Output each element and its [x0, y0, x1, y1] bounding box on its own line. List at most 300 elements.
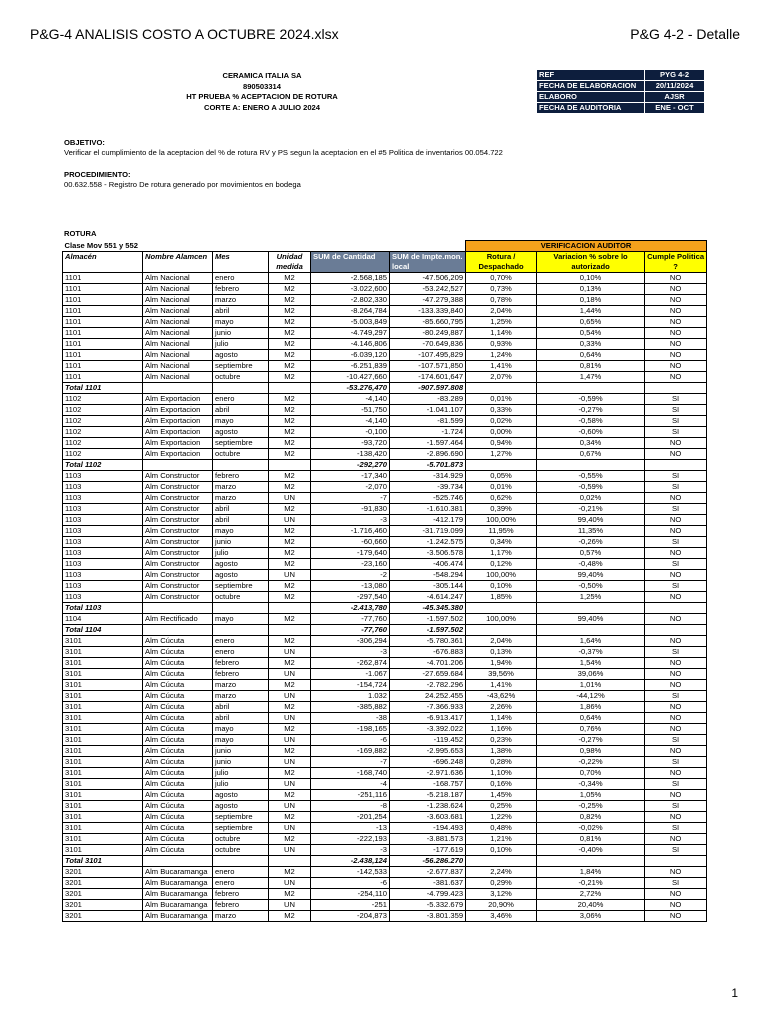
- rotura-cell: 0,12%: [466, 559, 537, 570]
- nombre-cell: Alm Cúcuta: [143, 691, 213, 702]
- cantidad-cell: -198,165: [311, 724, 390, 735]
- nombre-cell: Alm Bucaramanga: [143, 900, 213, 911]
- cumple-cell: SI: [645, 757, 707, 768]
- table-row: [63, 735, 707, 746]
- variacion-cell: -0,37%: [537, 647, 645, 658]
- cumple-cell: SI: [645, 735, 707, 746]
- cantidad-cell: -142,533: [311, 867, 390, 878]
- nombre-cell: Alm Cúcuta: [143, 669, 213, 680]
- cantidad-cell: -297,540: [311, 592, 390, 603]
- cumple-cell: NO: [645, 570, 707, 581]
- importe-cell: -406.474: [390, 559, 466, 570]
- cumple-cell: NO: [645, 548, 707, 559]
- cantidad-cell: -201,254: [311, 812, 390, 823]
- almacen-cell: 1101: [63, 295, 143, 306]
- nombre-cell: Alm Nacional: [143, 328, 213, 339]
- mes-cell: marzo: [213, 680, 269, 691]
- rotura-cell: 2,04%: [466, 306, 537, 317]
- table-row: [63, 339, 707, 350]
- nombre-cell: Alm Cúcuta: [143, 757, 213, 768]
- unidad-cell: M2: [269, 416, 311, 427]
- cumple-cell: NO: [645, 702, 707, 713]
- unidad-cell: UN: [269, 878, 311, 889]
- rotura-cell: 0,93%: [466, 339, 537, 350]
- company-name: CERAMICA ITALIA SA: [222, 71, 302, 80]
- cantidad-cell: -93,720: [311, 438, 390, 449]
- cumple-cell: SI: [645, 405, 707, 416]
- nombre-cell: Alm Exportacion: [143, 449, 213, 460]
- total-row: [63, 460, 707, 471]
- almacen-cell: 3201: [63, 911, 143, 922]
- importe-cell: -2.782.296: [390, 680, 466, 691]
- variacion-cell: 0,64%: [537, 350, 645, 361]
- almacen-cell: 1101: [63, 350, 143, 361]
- variacion-cell: 0,98%: [537, 746, 645, 757]
- importe-cell: -3.392.022: [390, 724, 466, 735]
- cantidad-cell: -2.802,330: [311, 295, 390, 306]
- importe-cell: -85.660,795: [390, 317, 466, 328]
- rotura-cell: 0,05%: [466, 471, 537, 482]
- nombre-cell: Alm Exportacion: [143, 405, 213, 416]
- table-row: [63, 493, 707, 504]
- nombre-cell: Alm Cúcuta: [143, 735, 213, 746]
- mes-cell: [213, 603, 269, 614]
- cumple-cell: SI: [645, 471, 707, 482]
- cantidad-cell: -2.438,124: [311, 856, 390, 867]
- mes-cell: septiembre: [213, 361, 269, 372]
- col-mes: Mes: [213, 252, 269, 273]
- table-row: [63, 801, 707, 812]
- cantidad-cell: -53.276,470: [311, 383, 390, 394]
- rotura-cell: 0,23%: [466, 735, 537, 746]
- almacen-cell: 1103: [63, 548, 143, 559]
- almacen-cell: 3101: [63, 790, 143, 801]
- unidad-cell: UN: [269, 823, 311, 834]
- nombre-cell: Alm Nacional: [143, 306, 213, 317]
- cantidad-cell: -2,070: [311, 482, 390, 493]
- cantidad-cell: -8.264,784: [311, 306, 390, 317]
- nombre-cell: Alm Nacional: [143, 350, 213, 361]
- unidad-cell: M2: [269, 592, 311, 603]
- table-row: [63, 911, 707, 922]
- rotura-table: [62, 240, 707, 922]
- unidad-cell: M2: [269, 790, 311, 801]
- cantidad-cell: -3: [311, 845, 390, 856]
- table-row: [63, 537, 707, 548]
- almacen-cell: 3101: [63, 724, 143, 735]
- importe-cell: -81.599: [390, 416, 466, 427]
- importe-cell: -80.249,887: [390, 328, 466, 339]
- cantidad-cell: -154,724: [311, 680, 390, 691]
- mes-cell: agosto: [213, 570, 269, 581]
- almacen-cell: 3201: [63, 900, 143, 911]
- unidad-cell: [269, 856, 311, 867]
- almacen-cell: 1102: [63, 449, 143, 460]
- rotura-cell: 20,90%: [466, 900, 537, 911]
- almacen-cell: Total 1102: [63, 460, 143, 471]
- cumple-cell: NO: [645, 889, 707, 900]
- cumple-cell: NO: [645, 614, 707, 625]
- mes-cell: mayo: [213, 724, 269, 735]
- variacion-cell: -0,58%: [537, 416, 645, 427]
- unidad-cell: M2: [269, 504, 311, 515]
- variacion-cell: 0,70%: [537, 768, 645, 779]
- company-block: [150, 71, 374, 113]
- mes-cell: enero: [213, 636, 269, 647]
- unidad-cell: UN: [269, 570, 311, 581]
- almacen-cell: Total 1101: [63, 383, 143, 394]
- variacion-cell: 0,34%: [537, 438, 645, 449]
- almacen-cell: 1103: [63, 581, 143, 592]
- verification-header: VERIFICACION AUDITOR: [466, 241, 707, 252]
- unidad-cell: M2: [269, 680, 311, 691]
- almacen-cell: 1101: [63, 306, 143, 317]
- mes-cell: enero: [213, 878, 269, 889]
- almacen-cell: 3101: [63, 713, 143, 724]
- mes-cell: agosto: [213, 790, 269, 801]
- table-row: [63, 812, 707, 823]
- table-row: [63, 471, 707, 482]
- cumple-cell: [645, 603, 707, 614]
- mes-cell: mayo: [213, 416, 269, 427]
- cumple-cell: NO: [645, 339, 707, 350]
- ref-label: FECHA DE ELABORACION: [537, 81, 645, 92]
- mes-cell: febrero: [213, 471, 269, 482]
- variacion-cell: [537, 856, 645, 867]
- almacen-cell: 1101: [63, 328, 143, 339]
- rotura-cell: 0,02%: [466, 416, 537, 427]
- nombre-cell: Alm Nacional: [143, 361, 213, 372]
- importe-cell: -3.881.573: [390, 834, 466, 845]
- cantidad-cell: -77,760: [311, 614, 390, 625]
- unidad-cell: M2: [269, 526, 311, 537]
- variacion-cell: -0,48%: [537, 559, 645, 570]
- mes-cell: marzo: [213, 691, 269, 702]
- variacion-cell: 0,81%: [537, 834, 645, 845]
- importe-cell: -177.619: [390, 845, 466, 856]
- variacion-cell: -0,21%: [537, 878, 645, 889]
- cantidad-cell: -3.022,600: [311, 284, 390, 295]
- unidad-cell: M2: [269, 295, 311, 306]
- rotura-cell: 1,27%: [466, 449, 537, 460]
- file-name: P&G-4 ANALISIS COSTO A OCTUBRE 2024.xlsx: [30, 26, 339, 42]
- rotura-cell: 1,85%: [466, 592, 537, 603]
- nombre-cell: Alm Constructor: [143, 526, 213, 537]
- nombre-cell: Alm Nacional: [143, 339, 213, 350]
- rotura-cell: 1,25%: [466, 317, 537, 328]
- nombre-cell: Alm Cúcuta: [143, 713, 213, 724]
- rotura-cell: 0,94%: [466, 438, 537, 449]
- almacen-cell: 1103: [63, 493, 143, 504]
- unidad-cell: M2: [269, 317, 311, 328]
- cumple-cell: SI: [645, 504, 707, 515]
- mes-cell: [213, 460, 269, 471]
- table-row: [63, 746, 707, 757]
- unidad-cell: M2: [269, 889, 311, 900]
- almacen-cell: 1101: [63, 339, 143, 350]
- unidad-cell: M2: [269, 768, 311, 779]
- importe-cell: -56.286.270: [390, 856, 466, 867]
- nombre-cell: [143, 856, 213, 867]
- importe-cell: -5.780.361: [390, 636, 466, 647]
- unidad-cell: UN: [269, 493, 311, 504]
- nombre-cell: Alm Nacional: [143, 317, 213, 328]
- cumple-cell: NO: [645, 900, 707, 911]
- rotura-cell: 1,38%: [466, 746, 537, 757]
- rotura-cell: 0,00%: [466, 427, 537, 438]
- cumple-cell: [645, 460, 707, 471]
- variacion-cell: -0,59%: [537, 394, 645, 405]
- mes-cell: enero: [213, 394, 269, 405]
- almacen-cell: 3101: [63, 801, 143, 812]
- cumple-cell: NO: [645, 526, 707, 537]
- nombre-cell: [143, 460, 213, 471]
- nombre-cell: Alm Cúcuta: [143, 790, 213, 801]
- unidad-cell: M2: [269, 284, 311, 295]
- cantidad-cell: -1.067: [311, 669, 390, 680]
- ref-value: 20/11/2024: [645, 81, 705, 92]
- nombre-cell: Alm Constructor: [143, 504, 213, 515]
- total-row: [63, 603, 707, 614]
- table-row: [63, 394, 707, 405]
- nombre-cell: Alm Cúcuta: [143, 845, 213, 856]
- importe-cell: -4.799.423: [390, 889, 466, 900]
- rotura-cell: 0,13%: [466, 647, 537, 658]
- importe-cell: -31.719.099: [390, 526, 466, 537]
- col-variacion: Variacion % sobre lo autorizado: [537, 252, 645, 273]
- nombre-cell: Alm Cúcuta: [143, 702, 213, 713]
- objective-title: OBJETIVO:: [64, 138, 105, 147]
- importe-cell: -168.757: [390, 779, 466, 790]
- cumple-cell: NO: [645, 768, 707, 779]
- almacen-cell: 1101: [63, 361, 143, 372]
- mes-cell: agosto: [213, 427, 269, 438]
- unidad-cell: M2: [269, 306, 311, 317]
- total-row: [63, 856, 707, 867]
- cumple-cell: NO: [645, 449, 707, 460]
- cumple-cell: NO: [645, 350, 707, 361]
- cantidad-cell: -168,740: [311, 768, 390, 779]
- unidad-cell: M2: [269, 636, 311, 647]
- mes-cell: abril: [213, 713, 269, 724]
- variacion-cell: -0,40%: [537, 845, 645, 856]
- variacion-cell: 2,72%: [537, 889, 645, 900]
- nombre-cell: Alm Cúcuta: [143, 724, 213, 735]
- mes-cell: julio: [213, 779, 269, 790]
- variacion-cell: 0,13%: [537, 284, 645, 295]
- table-row: [63, 669, 707, 680]
- importe-cell: -3.603.681: [390, 812, 466, 823]
- importe-cell: -1.597.502: [390, 625, 466, 636]
- importe-cell: -676.883: [390, 647, 466, 658]
- unidad-cell: M2: [269, 702, 311, 713]
- table-row: [63, 350, 707, 361]
- table-row: [63, 328, 707, 339]
- importe-cell: -2.677.837: [390, 867, 466, 878]
- table-row: [63, 548, 707, 559]
- variacion-cell: -0,50%: [537, 581, 645, 592]
- importe-cell: -3.506.578: [390, 548, 466, 559]
- cumple-cell: SI: [645, 647, 707, 658]
- importe-cell: -1.238.624: [390, 801, 466, 812]
- ref-row: [537, 92, 705, 103]
- cumple-cell: SI: [645, 691, 707, 702]
- rotura-cell: 1,10%: [466, 768, 537, 779]
- cantidad-cell: -4: [311, 779, 390, 790]
- cantidad-cell: -4,140: [311, 394, 390, 405]
- variacion-cell: 0,54%: [537, 328, 645, 339]
- variacion-cell: 99,40%: [537, 570, 645, 581]
- almacen-cell: 1102: [63, 405, 143, 416]
- mes-cell: junio: [213, 757, 269, 768]
- importe-cell: -3.801.359: [390, 911, 466, 922]
- table-row: [63, 779, 707, 790]
- table-row: [63, 273, 707, 284]
- cantidad-cell: -179,640: [311, 548, 390, 559]
- mes-cell: [213, 625, 269, 636]
- nombre-cell: Alm Constructor: [143, 548, 213, 559]
- cumple-cell: NO: [645, 493, 707, 504]
- table-row: [63, 526, 707, 537]
- cantidad-cell: -91,830: [311, 504, 390, 515]
- rotura-cell: 0,25%: [466, 801, 537, 812]
- almacen-cell: 3201: [63, 878, 143, 889]
- importe-cell: -5.218.187: [390, 790, 466, 801]
- nombre-cell: Alm Constructor: [143, 493, 213, 504]
- rotura-cell: 1,41%: [466, 361, 537, 372]
- variacion-cell: 0,67%: [537, 449, 645, 460]
- cumple-cell: NO: [645, 867, 707, 878]
- cantidad-cell: -7: [311, 493, 390, 504]
- rotura-cell: 0,10%: [466, 845, 537, 856]
- variacion-cell: 0,64%: [537, 713, 645, 724]
- variacion-cell: 0,57%: [537, 548, 645, 559]
- test-title: HT PRUEBA % ACEPTACION DE ROTURA: [186, 92, 338, 102]
- mes-cell: agosto: [213, 559, 269, 570]
- unidad-cell: M2: [269, 427, 311, 438]
- variacion-cell: [537, 625, 645, 636]
- cantidad-cell: -8: [311, 801, 390, 812]
- unidad-cell: UN: [269, 691, 311, 702]
- ref-row: [537, 103, 705, 114]
- mes-cell: octubre: [213, 845, 269, 856]
- rotura-cell: 39,56%: [466, 669, 537, 680]
- cantidad-cell: -17,340: [311, 471, 390, 482]
- variacion-cell: 0,82%: [537, 812, 645, 823]
- table-row: [63, 372, 707, 383]
- almacen-cell: 3101: [63, 812, 143, 823]
- importe-cell: -107.495,829: [390, 350, 466, 361]
- table-row: [63, 449, 707, 460]
- almacen-cell: 1103: [63, 592, 143, 603]
- mes-cell: junio: [213, 537, 269, 548]
- almacen-cell: 3101: [63, 691, 143, 702]
- col-almacen: Almacén: [63, 252, 143, 273]
- rotura-cell: 0,70%: [466, 273, 537, 284]
- unidad-cell: UN: [269, 713, 311, 724]
- cantidad-cell: -23,160: [311, 559, 390, 570]
- table-row: [63, 284, 707, 295]
- table-row: [63, 834, 707, 845]
- cumple-cell: NO: [645, 306, 707, 317]
- unidad-cell: M2: [269, 746, 311, 757]
- nombre-cell: Alm Cúcuta: [143, 801, 213, 812]
- nombre-cell: Alm Cúcuta: [143, 647, 213, 658]
- almacen-cell: 3101: [63, 647, 143, 658]
- cumple-cell: NO: [645, 438, 707, 449]
- cumple-cell: SI: [645, 559, 707, 570]
- cumple-cell: SI: [645, 878, 707, 889]
- table-row: [63, 427, 707, 438]
- mes-cell: mayo: [213, 735, 269, 746]
- unidad-cell: M2: [269, 361, 311, 372]
- variacion-cell: 0,02%: [537, 493, 645, 504]
- almacen-cell: 1103: [63, 515, 143, 526]
- rotura-cell: -43,62%: [466, 691, 537, 702]
- table-row: [63, 581, 707, 592]
- almacen-cell: 1104: [63, 614, 143, 625]
- table-row: [63, 295, 707, 306]
- cumple-cell: NO: [645, 812, 707, 823]
- mes-cell: abril: [213, 504, 269, 515]
- cumple-cell: SI: [645, 845, 707, 856]
- cumple-cell: NO: [645, 636, 707, 647]
- importe-cell: -194.493: [390, 823, 466, 834]
- cantidad-cell: -38: [311, 713, 390, 724]
- variacion-cell: -0,59%: [537, 482, 645, 493]
- mes-cell: febrero: [213, 900, 269, 911]
- rotura-cell: 0,16%: [466, 779, 537, 790]
- mes-cell: julio: [213, 768, 269, 779]
- table-row: [63, 559, 707, 570]
- importe-cell: -6.913.417: [390, 713, 466, 724]
- importe-cell: -5.332.679: [390, 900, 466, 911]
- almacen-cell: 3101: [63, 757, 143, 768]
- unidad-cell: M2: [269, 482, 311, 493]
- nombre-cell: Alm Cúcuta: [143, 746, 213, 757]
- mes-cell: febrero: [213, 669, 269, 680]
- variacion-cell: -0,55%: [537, 471, 645, 482]
- unidad-cell: M2: [269, 614, 311, 625]
- table-row: [63, 438, 707, 449]
- variacion-cell: -0,25%: [537, 801, 645, 812]
- variacion-cell: 1,05%: [537, 790, 645, 801]
- cantidad-cell: -306,294: [311, 636, 390, 647]
- almacen-cell: 3101: [63, 669, 143, 680]
- table-row: [63, 702, 707, 713]
- cumple-cell: NO: [645, 273, 707, 284]
- variacion-cell: [537, 460, 645, 471]
- movement-class: Clase Mov 551 y 552: [64, 240, 138, 250]
- nombre-cell: Alm Constructor: [143, 581, 213, 592]
- cantidad-cell: -2: [311, 570, 390, 581]
- table-row: [63, 504, 707, 515]
- unidad-cell: M2: [269, 273, 311, 284]
- unidad-cell: UN: [269, 900, 311, 911]
- cumple-cell: SI: [645, 779, 707, 790]
- almacen-cell: 3201: [63, 867, 143, 878]
- cantidad-cell: -4.146,806: [311, 339, 390, 350]
- almacen-cell: 1103: [63, 504, 143, 515]
- cumple-cell: NO: [645, 592, 707, 603]
- nombre-cell: Alm Cúcuta: [143, 812, 213, 823]
- unidad-cell: M2: [269, 339, 311, 350]
- mes-cell: abril: [213, 515, 269, 526]
- unidad-cell: M2: [269, 372, 311, 383]
- importe-cell: -7.366.933: [390, 702, 466, 713]
- importe-cell: -4.614.247: [390, 592, 466, 603]
- mes-cell: marzo: [213, 295, 269, 306]
